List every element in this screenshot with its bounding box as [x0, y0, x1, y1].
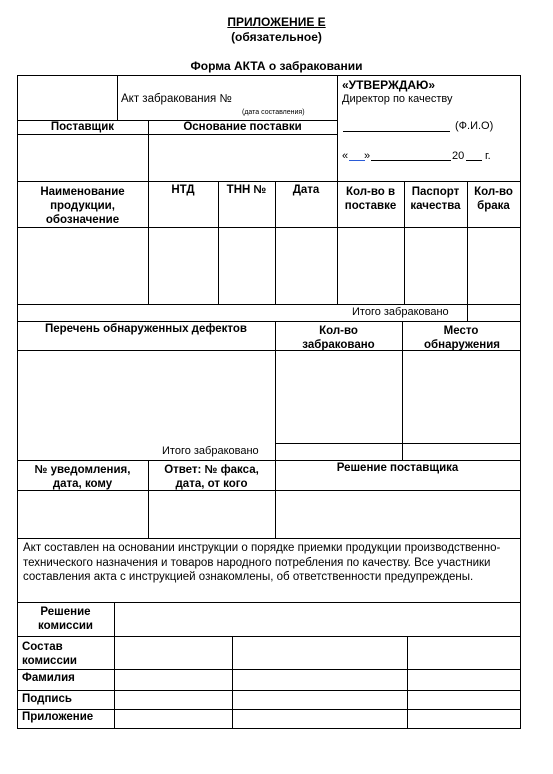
- col-ntd: НТД: [171, 184, 195, 196]
- col-quality-passport: Паспорт качества: [410, 186, 461, 212]
- defects-total-label: Итого забраковано: [162, 445, 259, 457]
- col-detection-place: Место обнаружения: [424, 325, 501, 351]
- commission-attachment-label: Приложение: [22, 711, 94, 723]
- col-fax-reply: Ответ: № факса, дата, от кого: [164, 464, 259, 490]
- col-date: Дата: [292, 184, 320, 196]
- approval-year-line: [466, 160, 482, 161]
- col-product-name: Наименование продукции, обозначение: [40, 186, 125, 226]
- col-tnn: ТНН №: [226, 184, 267, 196]
- commission-composition-label: Состав комиссии: [22, 641, 77, 667]
- approval-date-open: «: [342, 150, 349, 162]
- col-supplier-decision: Решение поставщика: [336, 462, 459, 474]
- approval-month-line: [371, 160, 451, 161]
- form-title: Форма АКТА о забраковании: [190, 59, 363, 73]
- commission-surname-label: Фамилия: [22, 672, 75, 684]
- col-defects-list: Перечень обнаруженных дефектов: [45, 323, 247, 335]
- approval-date-close: »: [364, 150, 371, 162]
- col-qty-delivered: Кол-во в поставке: [344, 186, 397, 212]
- appendix-note: (обязательное): [231, 30, 322, 44]
- approval-name-hint: (Ф.И.О): [455, 120, 494, 132]
- approval-date-year: 20: [452, 150, 465, 162]
- col-notification: № уведомления, дата, кому: [34, 464, 131, 490]
- act-label: Акт забракования №: [121, 93, 232, 105]
- appendix-title: ПРИЛОЖЕНИЕ Е: [227, 15, 326, 29]
- commission-decision-label: Решение комиссии: [38, 606, 93, 632]
- act-date-hint: (дата составления): [242, 109, 305, 116]
- approval-position: Директор по качеству: [342, 93, 453, 105]
- products-total-label: Итого забраковано: [352, 306, 449, 318]
- approval-title: «УТВЕРЖДАЮ»: [342, 78, 436, 92]
- approval-day-line: [349, 160, 365, 161]
- col-rejected-qty: Кол-во забраковано: [302, 325, 375, 351]
- supplier-label: Поставщик: [50, 121, 115, 133]
- act-statement: Акт составлен на основании инструкции о порядке приемки продукции производственно-технического назначения и товаров народного потребления по качеству. Все участники составления акта с инструкцией ознакомлены, об ответственности предупреждены.: [23, 542, 501, 583]
- delivery-basis-label: Основание поставки: [183, 121, 302, 133]
- approval-name-line: [343, 131, 450, 132]
- col-defect-qty: Кол-во брака: [474, 186, 513, 212]
- approval-date-suffix: г.: [485, 150, 491, 162]
- commission-signature-label: Подпись: [22, 693, 72, 705]
